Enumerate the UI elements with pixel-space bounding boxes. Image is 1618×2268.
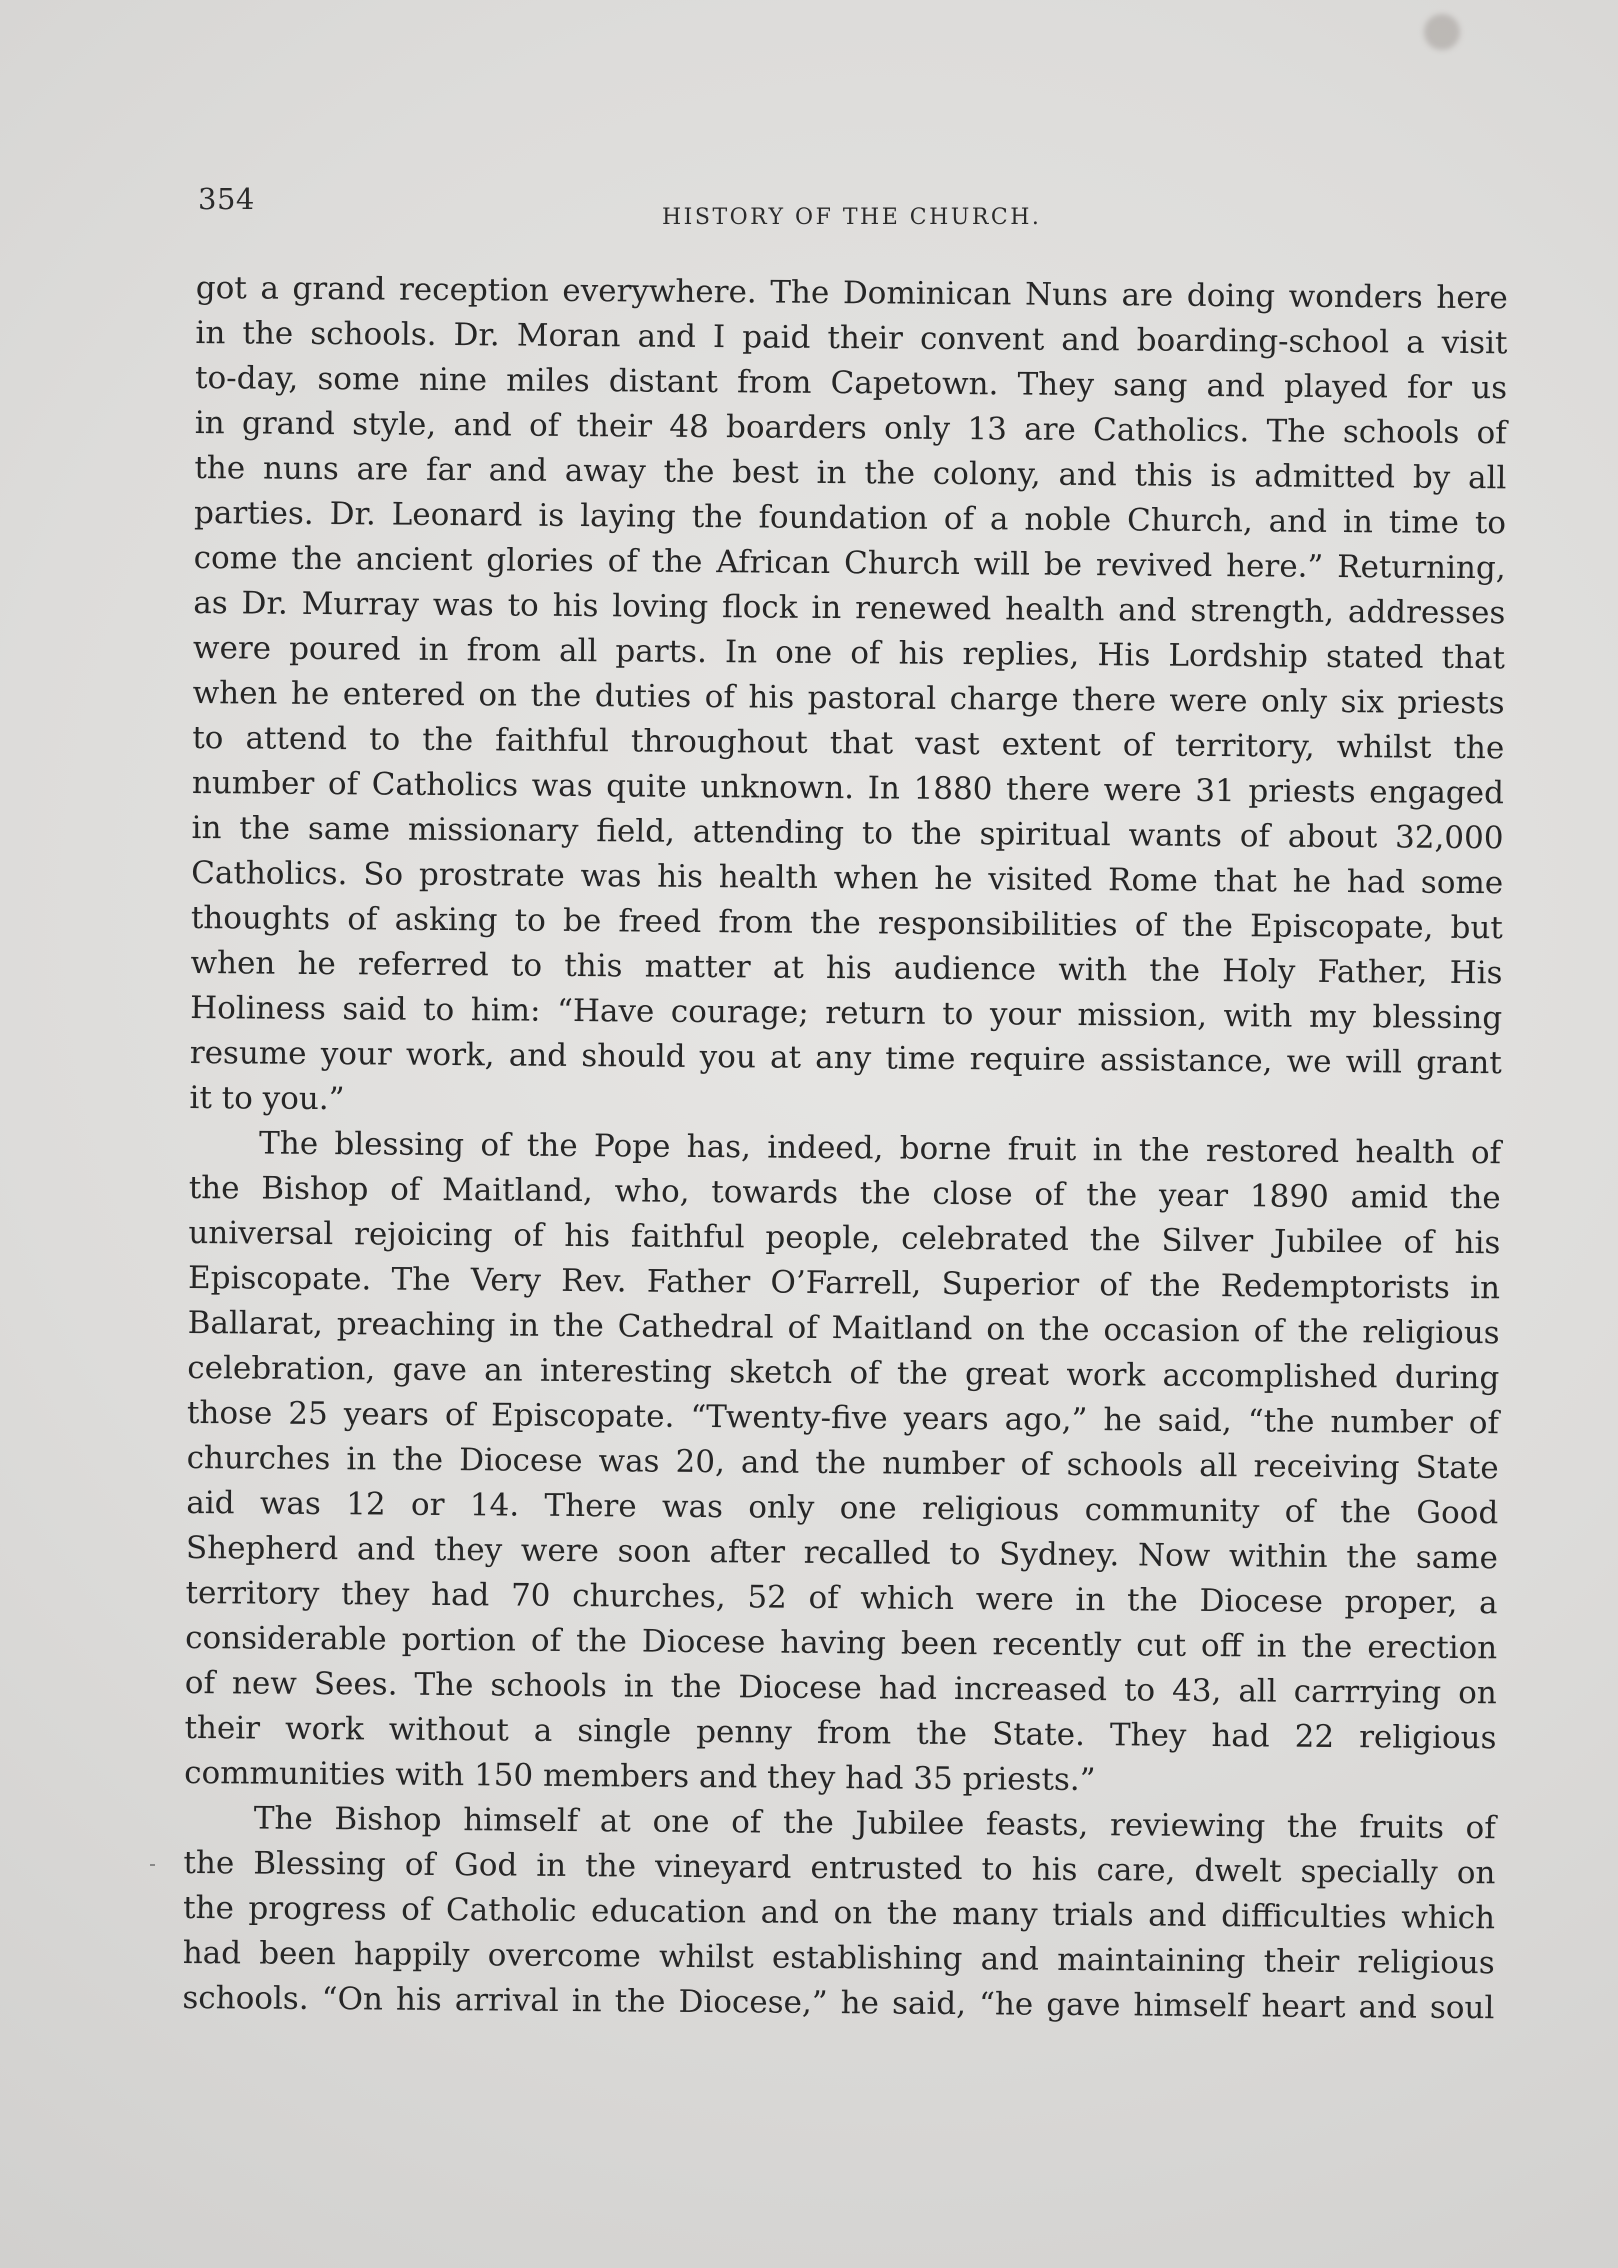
text-line: territory they had 70 churches, 52 of which were in the Diocese proper, a	[185, 1574, 1498, 1622]
text-line: Shepherd and they were soon after recalled to Sydney. Now within the same	[185, 1529, 1499, 1577]
text-line: when he referred to this matter at his audience with the Holy Father, His	[190, 944, 1503, 992]
text-line: as Dr. Murray was to his loving flock in renewed health and strength, addresses	[193, 584, 1506, 632]
text-line: come the ancient glories of the African Church will be revived here.” Returning,	[193, 539, 1506, 587]
text-line: number of Catholics was quite unknown. In 1880 there were 31 priests engaged	[191, 764, 1505, 812]
text-line: Catholics. So prostrate was his health when he visited Rome that he had some	[191, 854, 1504, 902]
text-line: their work without a single penny from the State. They had 22 religious	[184, 1709, 1497, 1757]
text-line: Episcopate. The Very Rev. Father O’Farrell, Superior of the Redemptorists in	[187, 1259, 1501, 1307]
body-text	[182, 268, 1508, 2048]
text-line: in grand style, and of their 48 boarders only 13 are Catholics. The schools of	[194, 404, 1507, 452]
margin-mark	[150, 1864, 155, 1866]
text-line: in the same missionary field, attending to the spiritual wants of about 32,000	[191, 809, 1504, 857]
text-line: thoughts of asking to be freed from the responsibilities of the Episcopate, but	[190, 899, 1503, 947]
text-line: in the schools. Dr. Moran and I paid their convent and boarding-school a visit	[195, 314, 1508, 362]
text-line: aid was 12 or 14. There was only one religious community of the Good	[186, 1484, 1499, 1532]
text-line: of new Sees. The schools in the Diocese had increased to 43, all carrrying on	[184, 1664, 1497, 1712]
text-line: churches in the Diocese was 20, and the number of schools all receiving State	[186, 1439, 1499, 1487]
text-line: schools. “On his arrival in the Diocese,” he said, “he gave himself heart and soul	[182, 1979, 1495, 2027]
text-line: Holiness said to him: “Have courage; return to your mission, with my blessing	[190, 989, 1503, 1037]
text-line: to-day, some nine miles distant from Capetown. They sang and played for us	[194, 359, 1508, 407]
running-head: HISTORY OF THE CHURCH.	[662, 205, 1042, 230]
text-line: had been happily overcome whilst establishing and maintaining their religious	[182, 1934, 1495, 1982]
text-line: when he entered on the duties of his pastoral charge there were only six priests	[192, 674, 1505, 722]
text-line: celebration, gave an interesting sketch of the great work accomplished during	[187, 1349, 1500, 1397]
text-line: the Bishop of Maitland, who, towards the close of the year 1890 amid the	[188, 1169, 1501, 1217]
text-line: those 25 years of Episcopate. “Twenty-five years ago,” he said, “the number of	[186, 1394, 1500, 1442]
page-number: 354	[198, 182, 255, 216]
text-line: considerable portion of the Diocese having been recently cut off in the erection	[185, 1619, 1498, 1667]
text-line: The Bishop himself at one of the Jubilee feasts, reviewing the fruits of	[253, 1800, 1496, 1847]
text-line: the nuns are far and away the best in the colony, and this is admitted by all	[194, 449, 1507, 497]
paper-blemish	[1424, 14, 1460, 50]
text-line: got a grand reception everywhere. The Dominican Nuns are doing wonders here	[195, 269, 1508, 317]
text-line: communities with 150 members and they had 35 priests.”	[184, 1754, 1096, 1799]
text-line: it to you.”	[189, 1079, 345, 1118]
text-line: the Blessing of God in the vineyard entrusted to his care, dwelt specially on	[183, 1844, 1496, 1892]
text-line: universal rejoicing of his faithful people, celebrated the Silver Jubilee of his	[188, 1214, 1501, 1262]
text-line: were poured in from all parts. In one of his replies, His Lordship stated that	[192, 629, 1506, 677]
text-line: to attend to the faithful throughout that vast extent of territory, whilst the	[192, 719, 1505, 767]
text-line: Ballarat, preaching in the Cathedral of Maitland on the occasion of the religious	[187, 1304, 1500, 1352]
text-line: parties. Dr. Leonard is laying the foundation of a noble Church, and in time to	[193, 494, 1507, 542]
text-line: the progress of Catholic education and on the many trials and difficulties which	[182, 1889, 1496, 1937]
text-line: resume your work, and should you at any time require assistance, we will grant	[189, 1034, 1502, 1082]
text-line: The blessing of the Pope has, indeed, borne fruit in the restored health of	[258, 1125, 1502, 1172]
